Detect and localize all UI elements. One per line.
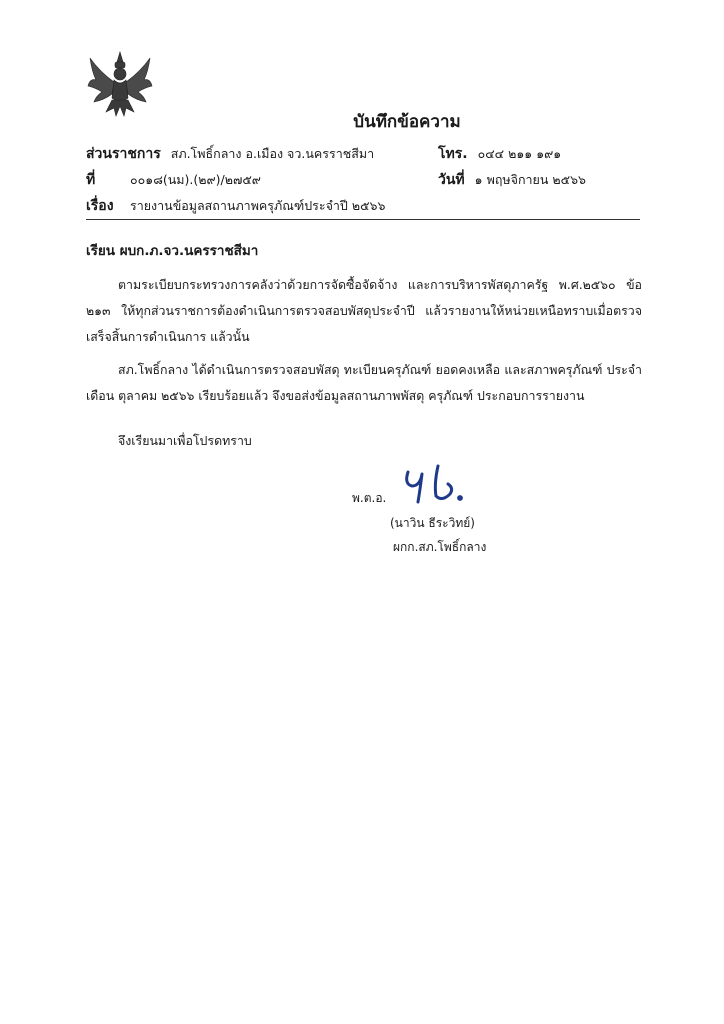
paragraph-2 — [86, 357, 642, 409]
handwritten-signature-icon — [398, 462, 470, 506]
reference-row — [86, 169, 261, 191]
signer-position: ผกก.สภ.โพธิ์กลาง — [393, 540, 487, 554]
subject-value: รายงานข้อมูลสถานภาพครุภัณฑ์ประจำปี ๒๕๖๖ — [130, 198, 386, 213]
paragraph-1-text: ตามระเบียบกระทรวงการคลังว่าด้วยการจัดซื้อจัดจ้าง และการบริหารพัสดุภาครัฐ พ.ศ.๒๕๖๐ ข้อ ๒๑๓ ให้ทุกส่วนราชการต้องดำเนินการตรวจสอบพัสดุประจำปี แล้วรายงานให้หน่วยเหนือทราบเมื่อตรวจเสร็จสิ้นการดำเนินการ แล้วนั้น — [86, 277, 642, 344]
phone-row — [438, 143, 561, 165]
date-label: วันที่ — [438, 172, 465, 188]
document-title: บันทึกข้อความ — [353, 112, 461, 132]
agency-row — [86, 143, 374, 165]
agency-value: สภ.โพธิ์กลาง อ.เมือง จว.นครราชสีมา — [170, 146, 375, 161]
date-row — [438, 169, 586, 191]
header-divider — [86, 219, 640, 220]
date-value: ๑ พฤษจิกายน ๒๕๖๖ — [474, 172, 586, 187]
paragraph-1 — [86, 272, 642, 350]
subject-label: เรื่อง — [86, 198, 114, 214]
paragraph-2-text: สภ.โพธิ์กลาง ได้ดำเนินการตรวจสอบพัสดุ ทะเบียนครุภัณฑ์ ยอดคงเหลือ และสภาพครุภัณฑ์ ประจำเดือน ตุลาคม ๒๕๖๖ เรียบร้อยแล้ว จึงขอส่งข้อมูลสถานภาพพัสดุ ครุภัณฑ์ ประกอบการรายงาน — [86, 362, 642, 403]
subject-row — [86, 195, 385, 217]
reference-value: ๐๐๑๘(นม).(๒๙)/๒๗๕๙ — [130, 172, 261, 187]
salutation: เรียน ผบก.ภ.จว.นครราชสีมา — [86, 243, 259, 259]
reference-label: ที่ — [86, 172, 96, 188]
signer-name: (นาวิน ธีระวิทย์) — [390, 516, 475, 530]
signature-rank: พ.ต.อ. — [352, 491, 387, 505]
phone-label: โทร. — [438, 146, 468, 162]
agency-label: ส่วนราชการ — [86, 146, 161, 162]
phone-value: ๐๔๔ ๒๑๑ ๑๙๑ — [477, 146, 562, 161]
closing-line: จึงเรียนมาเพื่อโปรดทราบ — [118, 433, 252, 448]
